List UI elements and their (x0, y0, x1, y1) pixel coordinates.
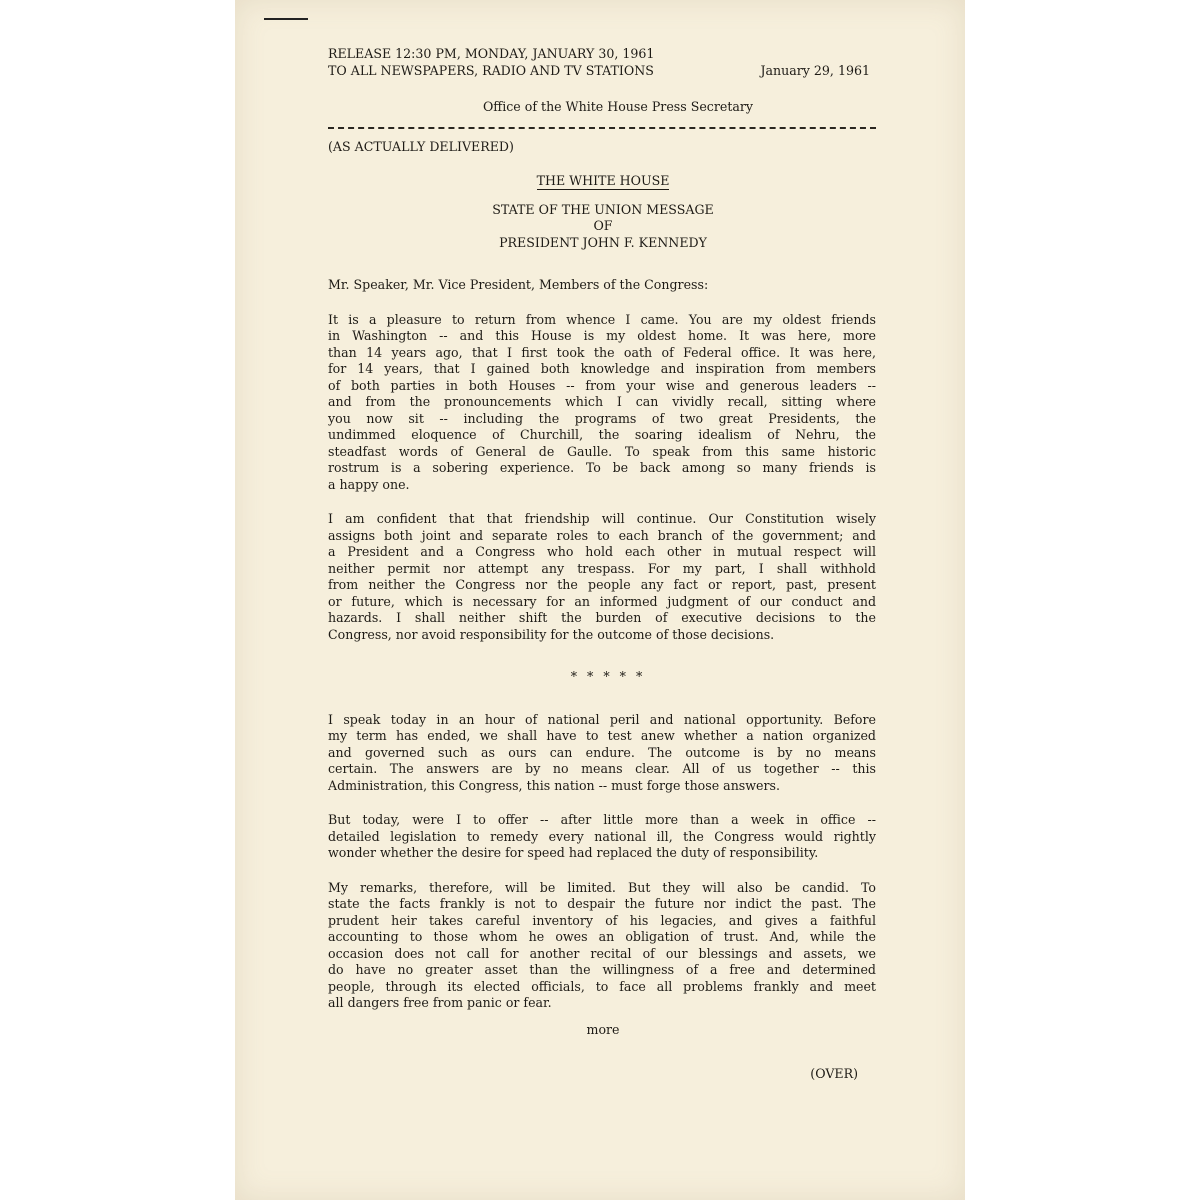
white-house-heading (328, 173, 878, 190)
margin-mark (264, 18, 308, 20)
section-break: * * * * * (570, 669, 646, 684)
text-line: hazards. I shall neither shift the burden of executive decisions to the (328, 610, 876, 625)
text-line: from neither the Congress nor the people any fact or report, past, present (328, 577, 876, 592)
text-line: and governed such as ours can endure. The outcome is by no means (328, 744, 876, 760)
over-marker: (OVER) (810, 1066, 858, 1081)
text-line: undimmed eloquence of Churchill, the soaring idealism of Nehru, the (328, 427, 876, 442)
body-after-break (328, 712, 878, 1012)
text-line: My remarks, therefore, will be limited. But they will also be candid. To (328, 879, 876, 895)
release-date: January 29, 1961 (760, 62, 870, 78)
text-line: people, through its elected officials, to face all problems frankly and meet (328, 978, 876, 994)
delivered-note: (AS ACTUALLY DELIVERED) (328, 138, 514, 154)
text-line: detailed legislation to remedy every national ill, the Congress would rightly (328, 828, 876, 844)
text-line: occasion does not call for another recital of our blessings and assets, we (328, 945, 876, 961)
text-line: Administration, this Congress, this nation -- must forge those answers. (328, 777, 780, 793)
text-line: neither permit nor attempt any trespass. For my part, I shall withhold (328, 560, 876, 576)
text-line: and from the pronouncements which I can vividly recall, sitting where (328, 394, 876, 409)
text-line: or future, which is necessary for an informed judgment of our conduct and (328, 593, 876, 609)
salutation: Mr. Speaker, Mr. Vice President, Members of the Congress: (328, 277, 709, 292)
text-line: a President and a Congress who hold each other in mutual respect will (328, 544, 876, 559)
text-line: steadfast words of General de Gaulle. To speak from this same historic (328, 443, 876, 459)
text-line: Congress, nor avoid responsibility for the outcome of those decisions. (328, 626, 775, 642)
text-line: accounting to those whom he owes an obligation of trust. And, while the (328, 929, 876, 944)
release-line (328, 46, 878, 63)
text-line: of both parties in both Houses -- from your wise and generous leaders -- (328, 377, 876, 393)
text-line: certain. The answers are by no means clear. All of us together -- this (328, 761, 876, 776)
text-line: for 14 years, that I gained both knowledge and inspiration from members (328, 361, 876, 376)
white-house-title: THE WHITE HOUSE (536, 173, 670, 188)
text-line: It is a pleasure to return from whence I came. You are my oldest friends (328, 311, 876, 327)
text-line: assigns both joint and separate roles to each branch of the government; and (328, 527, 876, 543)
distribution-line: TO ALL NEWSPAPERS, RADIO AND TV STATIONS (328, 62, 654, 78)
message-title (328, 202, 878, 252)
text-line: all dangers free from panic or fear. (328, 995, 552, 1010)
distribution-row (328, 63, 878, 80)
more-marker: more (586, 1021, 620, 1037)
text-line: my term has ended, we shall have to test anew whether a nation organized (328, 728, 876, 743)
title-line-2: OF (593, 218, 613, 233)
text-line: rostrum is a sobering experience. To be back among so many friends is (328, 460, 876, 475)
text-line: I am confident that that friendship will continue. Our Constitution wisely (328, 511, 876, 526)
text-line: wonder whether the desire for speed had replaced the duty of responsibility. (328, 845, 819, 860)
text-line: than 14 years ago, that I first took the oath of Federal office. It was here, (328, 344, 876, 360)
paragraph (328, 880, 878, 1012)
text-line: state the facts frankly is not to despair the future nor indict the past. The (328, 896, 876, 911)
text-line: do have no greater asset than the willingness of a free and determined (328, 962, 876, 977)
release-time: RELEASE 12:30 PM, MONDAY, JANUARY 30, 1961 (328, 46, 655, 61)
text-line: But today, were I to offer -- after little more than a week in office -- (328, 812, 876, 827)
office-line: Office of the White House Press Secretary (482, 99, 754, 114)
paragraph (328, 312, 878, 494)
title-line-1: STATE OF THE UNION MESSAGE (492, 201, 714, 217)
text-line: a happy one. (328, 476, 410, 492)
title-line-3: PRESIDENT JOHN F. KENNEDY (499, 234, 707, 250)
text-line: in Washington -- and this House is my oldest home. It was here, more (328, 328, 876, 343)
body-before-break (328, 312, 878, 644)
press-release (328, 46, 878, 1083)
text-line: you now sit -- including the programs of two great Presidents, the (328, 410, 876, 426)
dashed-divider (328, 127, 876, 129)
paragraph (328, 511, 878, 643)
paragraph (328, 712, 878, 795)
text-line: prudent heir takes careful inventory of his legacies, and gives a faithful (328, 912, 876, 928)
paragraph (328, 812, 878, 862)
text-line: I speak today in an hour of national peril and national opportunity. Before (328, 711, 876, 727)
